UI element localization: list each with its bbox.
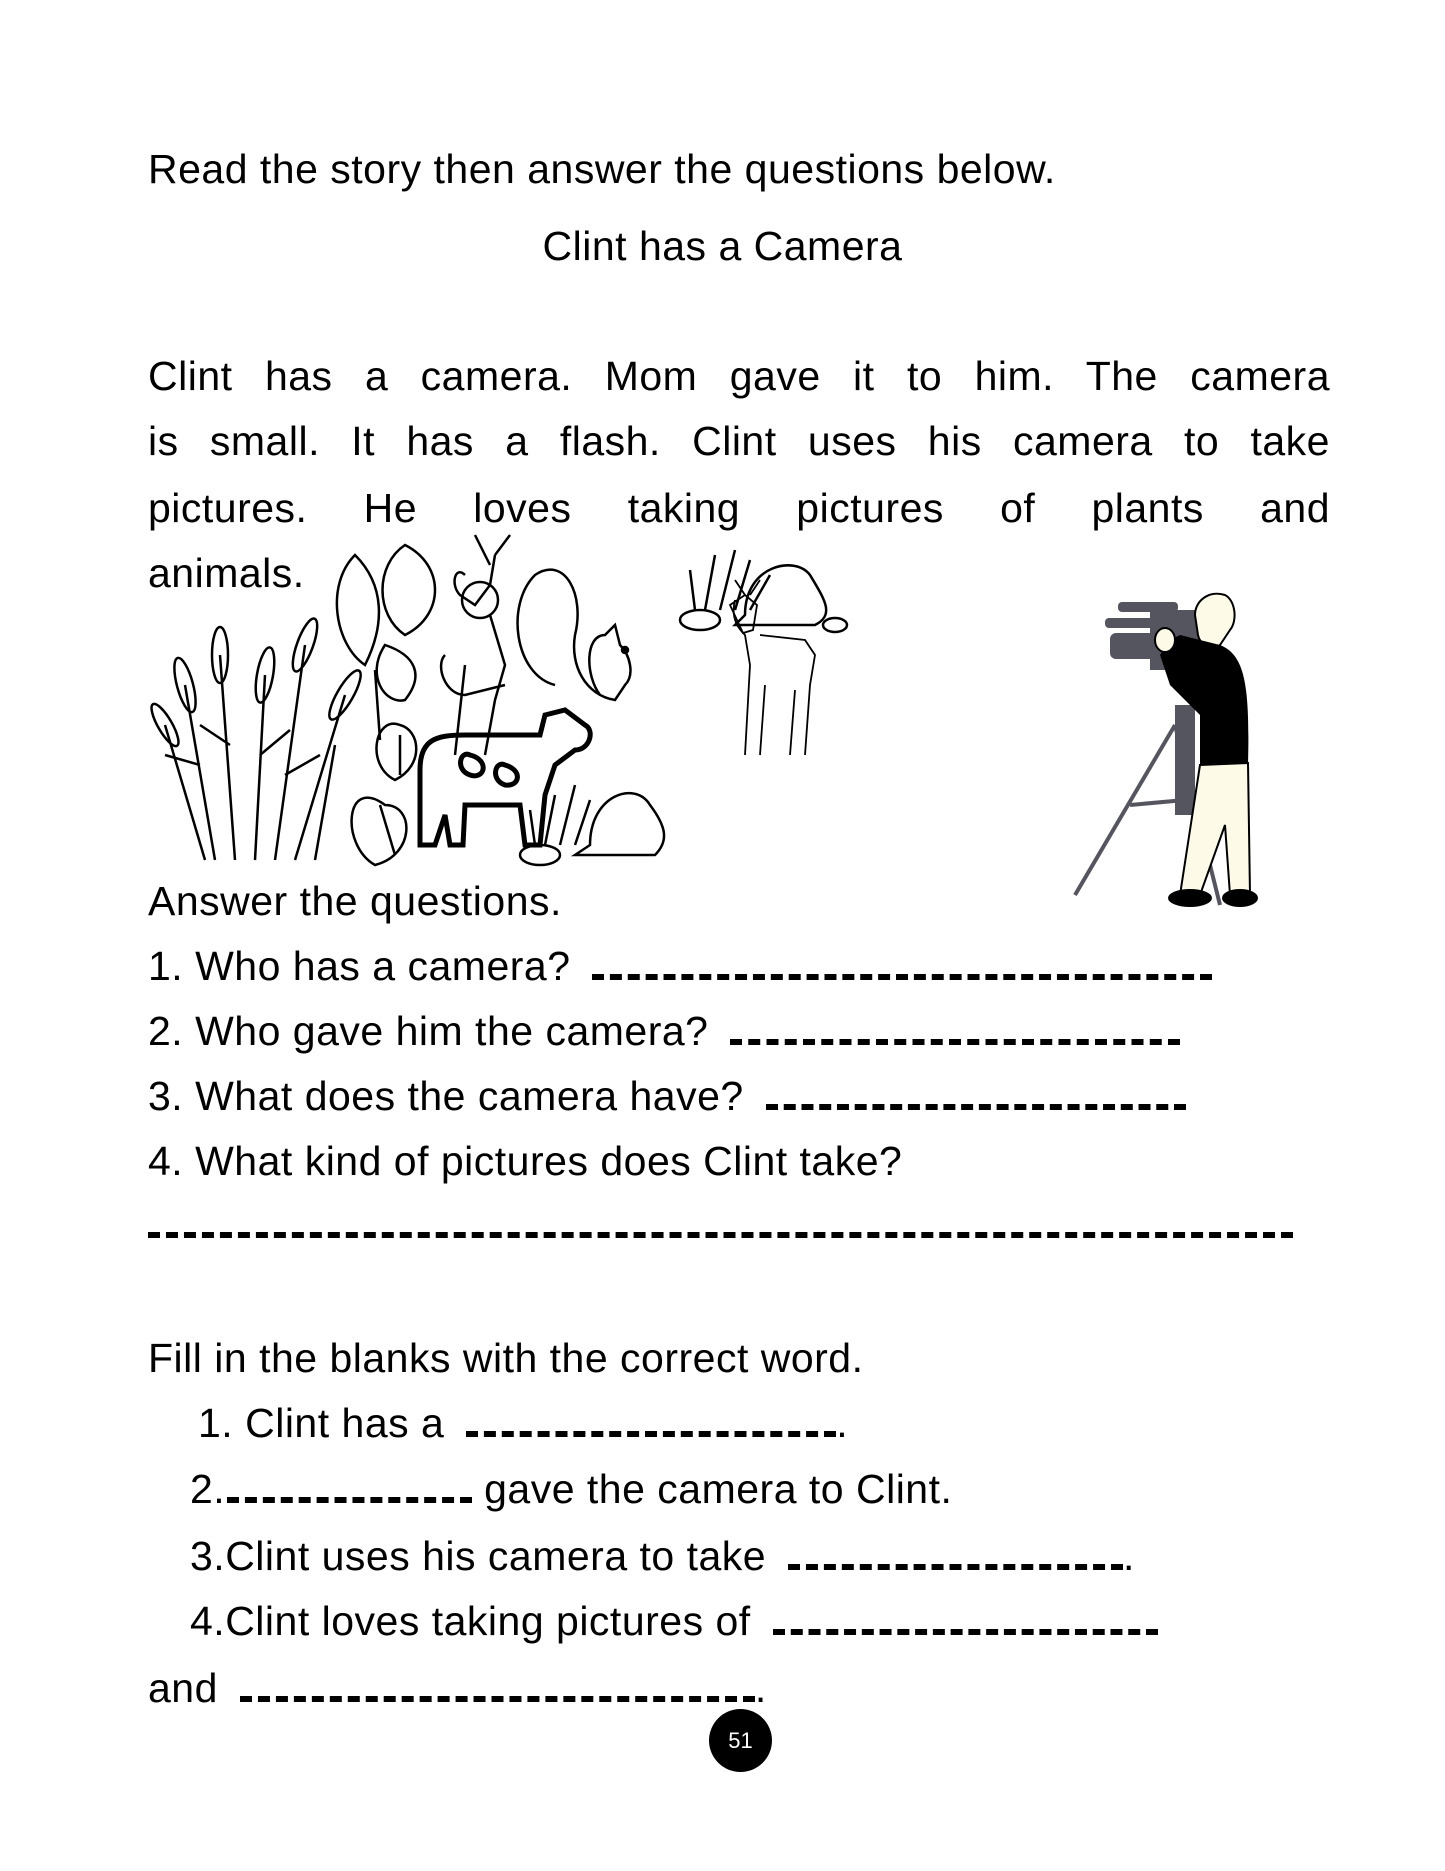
item-text-before: Clint has a <box>245 1400 445 1446</box>
fill-blank[interactable] <box>227 1497 472 1503</box>
fill-blank[interactable] <box>240 1696 755 1702</box>
fill-blank[interactable] <box>466 1431 836 1437</box>
question-number: 4. <box>148 1138 184 1184</box>
item-text-before: Clint uses his camera to take <box>225 1533 767 1579</box>
instruction-text: Read the story then answer the questions below. <box>148 146 1056 192</box>
story-line: Clint has a camera. Mom gave it to him. The camera <box>148 353 1330 399</box>
leafy-plant-icon <box>352 724 417 865</box>
question-text: What does the camera have? <box>195 1073 744 1119</box>
item-text-after: gave the camera to Clint. <box>484 1466 953 1512</box>
story-line: is small. It has a flash. Clint uses his camera to take <box>148 418 1330 464</box>
fill-blank-item <box>190 1597 1158 1645</box>
question-item <box>148 1137 902 1185</box>
item-number: 2. <box>190 1466 226 1512</box>
question-item <box>148 1072 1186 1120</box>
plants-animals-illustration <box>145 525 995 870</box>
question-number: 2. <box>148 1008 184 1054</box>
question-item <box>148 942 1212 990</box>
squirrel-icon <box>518 570 631 700</box>
fill-blank-continuation <box>148 1664 767 1712</box>
item-text-before: Clint loves taking pictures of <box>225 1598 751 1644</box>
fill-blank[interactable] <box>788 1564 1123 1570</box>
questions-heading: Answer the questions. <box>148 878 562 924</box>
answer-blank[interactable] <box>730 1039 1180 1045</box>
item-text-after: . <box>754 1665 767 1711</box>
fill-blank-item <box>198 1399 848 1447</box>
fill-blank[interactable] <box>773 1629 1158 1635</box>
item-text-before: and <box>148 1665 218 1711</box>
question-text: What kind of pictures does Clint take? <box>195 1138 903 1184</box>
story-line: pictures. He loves taking pictures of plants and <box>148 485 1330 531</box>
fill-blank-item <box>190 1532 1135 1580</box>
fill-blank-item <box>190 1465 952 1513</box>
page-number-badge: 51 <box>709 1709 772 1772</box>
question-text: Who gave him the camera? <box>195 1008 709 1054</box>
answer-blank[interactable] <box>766 1104 1186 1110</box>
grass-plant-icon <box>147 616 366 860</box>
item-text-after: . <box>836 1400 849 1446</box>
story-line: animals. <box>148 550 305 596</box>
item-number: 3. <box>190 1533 226 1579</box>
question-text: Who has a camera? <box>195 943 571 989</box>
question-number: 3. <box>148 1073 184 1119</box>
answer-line <box>148 1200 1293 1248</box>
deer-icon <box>441 535 510 755</box>
answer-blank[interactable] <box>148 1232 1293 1238</box>
fill-blanks-heading: Fill in the blanks with the correct word. <box>148 1335 864 1381</box>
agave-rock-icon <box>680 550 847 632</box>
goat-icon <box>730 580 815 755</box>
answer-blank[interactable] <box>592 974 1212 980</box>
photographer-icon <box>1070 585 1260 915</box>
item-number: 1. <box>198 1400 234 1446</box>
item-number: 4. <box>190 1598 226 1644</box>
story-title: Clint has a Camera <box>542 223 903 269</box>
question-number: 1. <box>148 943 184 989</box>
question-item <box>148 1007 1180 1055</box>
monstera-plant-icon <box>337 545 435 740</box>
item-text-after: . <box>1123 1533 1135 1579</box>
